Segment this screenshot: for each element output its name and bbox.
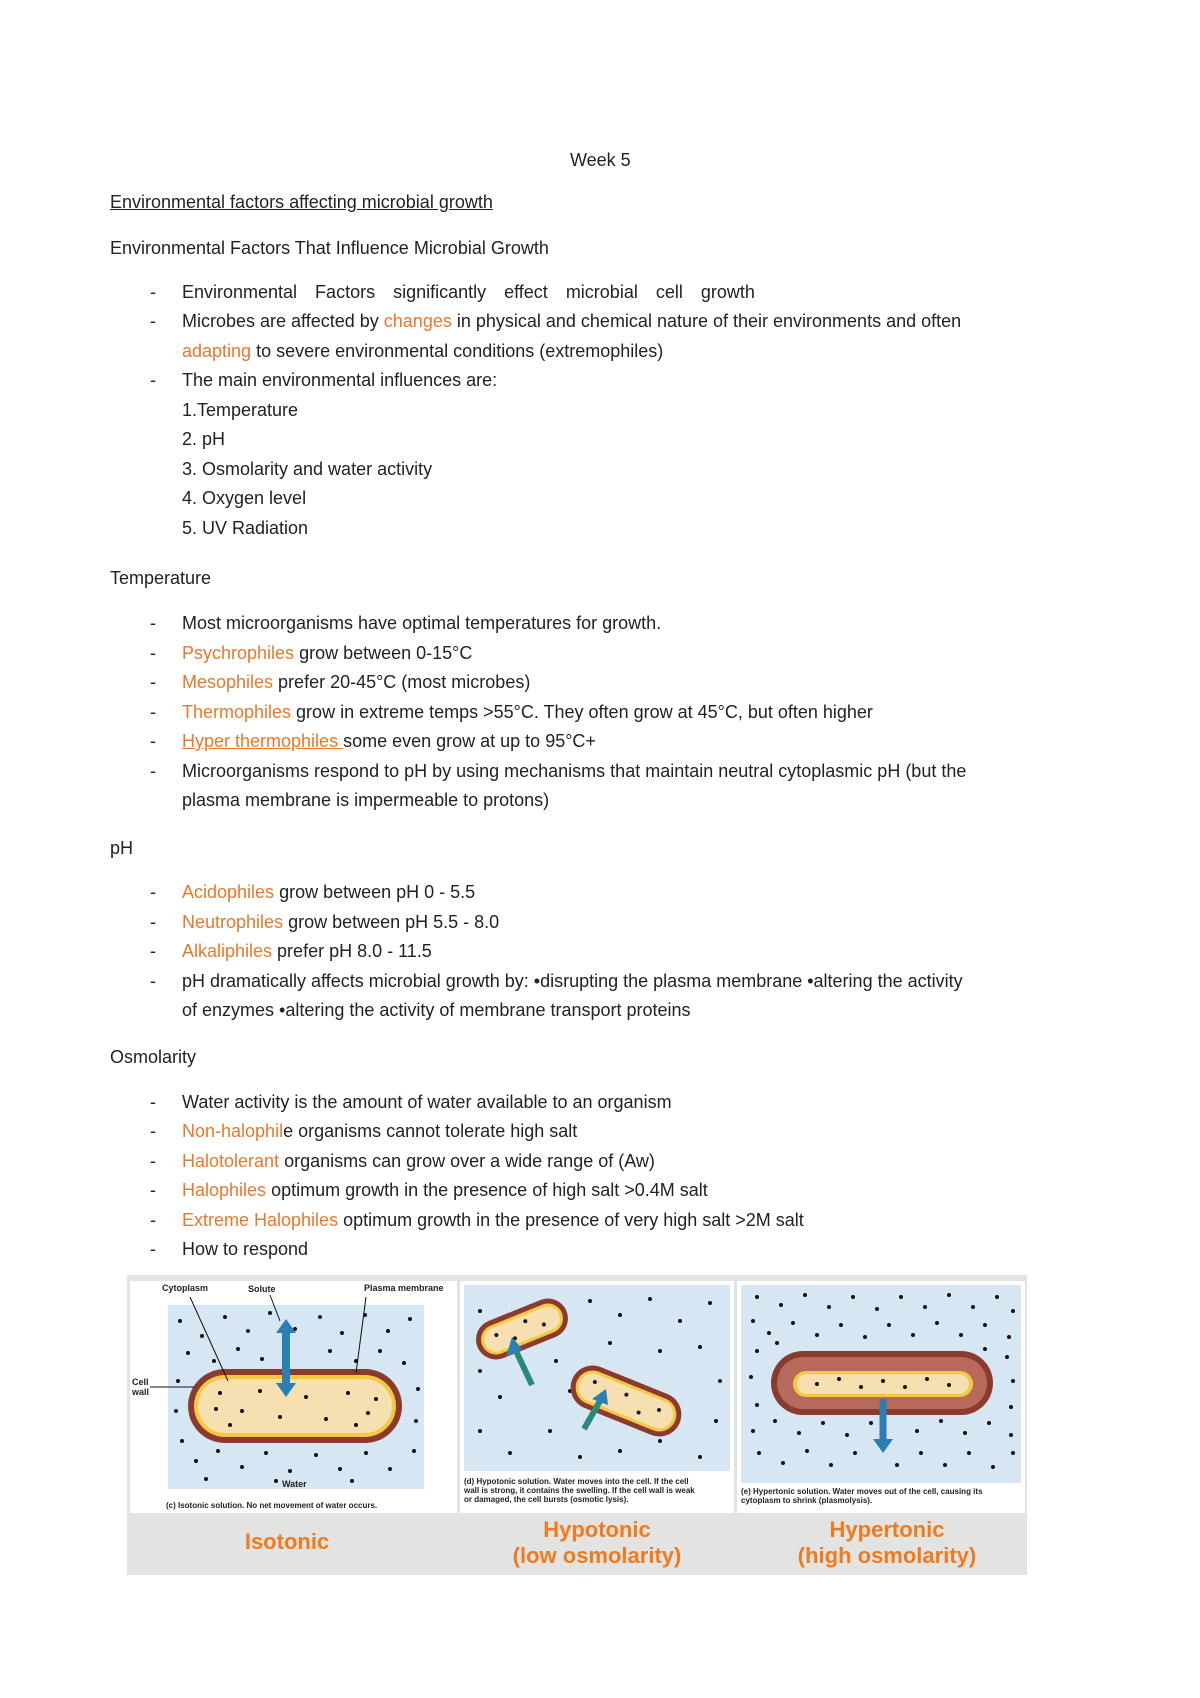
bullet-dash: - (150, 1239, 156, 1259)
label-water: Water (282, 1479, 307, 1489)
osmolarity-heading: Osmolarity (110, 1047, 197, 1067)
influence-item: 4. Oxygen level (182, 488, 307, 508)
highlight-term: adapting (182, 341, 252, 361)
bullet-dash: - (150, 643, 156, 663)
caption-hypertonic-line2: cytoplasm to shrink (plasmolysis). (741, 1496, 873, 1505)
label-solute: Solute (248, 1284, 276, 1294)
intro-bullet-1: Environmental Factors significantly effect microbial cell growth (182, 282, 755, 302)
label-cell-wall: wall (132, 1387, 150, 1397)
highlight-term: Thermophiles (182, 702, 292, 722)
label-cytoplasm: Cytoplasm (162, 1283, 209, 1293)
bullet-dash: - (150, 761, 156, 781)
bullet-dash: - (150, 702, 156, 722)
highlight-term: Mesophiles (182, 672, 274, 692)
bullet-dash: - (150, 1180, 156, 1200)
intro-bullet-2-cont: adapting to severe environmental conditions (extremophiles) (182, 341, 664, 361)
label-cell-wall: Cell (132, 1377, 149, 1387)
highlight-term: Halophiles (182, 1180, 267, 1200)
intro-bullet-3: The main environmental influences are: (182, 370, 498, 390)
highlight-term: Psychrophiles (182, 643, 295, 663)
osmolarity-bullet: Water activity is the amount of water available to an organism (182, 1092, 672, 1112)
temperature-bullet-cont: plasma membrane is impermeable to protons) (182, 790, 550, 810)
temperature-heading: Temperature (110, 568, 212, 588)
temperature-bullet: Psychrophiles grow between 0-15°C (182, 643, 473, 663)
influence-item: 3. Osmolarity and water activity (182, 459, 433, 479)
temperature-bullet: Mesophiles prefer 20-45°C (most microbes) (182, 672, 531, 692)
ph-bullet-cont: of enzymes •altering the activity of membrane transport proteins (182, 1000, 691, 1020)
caption-hypotonic-line3: or damaged, the cell bursts (osmotic lysis). (464, 1495, 629, 1504)
intro-bullet-2: Microbes are affected by changes in physical and chemical nature of their environments and often (182, 311, 962, 331)
bullet-dash: - (150, 1210, 156, 1230)
osmosis-figure (127, 1275, 1027, 1575)
label-high-osmolarity: (high osmolarity) (797, 1543, 977, 1568)
ph-bullet: Acidophiles grow between pH 0 - 5.5 (182, 882, 476, 902)
temperature-bullet: Microorganisms respond to pH by using mechanisms that maintain neutral cytoplasmic pH (but the (182, 761, 967, 781)
bullet-dash: - (150, 882, 156, 902)
temperature-bullet: Hyper thermophiles some even grow at up to 95°C+ (182, 731, 596, 751)
highlight-term: changes (383, 311, 452, 331)
bullet-dash: - (150, 1092, 156, 1112)
section-heading: Environmental factors affecting microbial growth (110, 192, 493, 212)
label-hypertonic: Hypertonic (829, 1517, 945, 1542)
bullet-dash: - (150, 1151, 156, 1171)
label-plasma-membrane: Plasma membrane (364, 1283, 444, 1293)
influence-item: 1.Temperature (182, 400, 299, 420)
hypertonic-panel (737, 1281, 1025, 1513)
bullet-dash: - (150, 370, 156, 390)
highlight-term: Extreme Halophiles (182, 1210, 339, 1230)
subheading: Environmental Factors That Influence Microbial Growth (110, 238, 549, 258)
caption-hypertonic-line1: (e) Hypertonic solution. Water moves out of the cell, causing its (741, 1487, 983, 1496)
caption-isotonic: (c) Isotonic solution. No net movement of water occurs. (166, 1501, 378, 1510)
influence-item: 2. pH (182, 429, 226, 449)
osmolarity-bullet: Halotolerant organisms can grow over a wide range of (Aw) (182, 1151, 655, 1171)
highlight-term: Halotolerant (182, 1151, 280, 1171)
bullet-dash: - (150, 282, 156, 302)
ph-bullet: Neutrophiles grow between pH 5.5 - 8.0 (182, 912, 500, 932)
highlight-term: Neutrophiles (182, 912, 284, 932)
bullet-dash: - (150, 311, 156, 331)
osmolarity-bullet: How to respond (182, 1239, 309, 1259)
temperature-bullet: Most microorganisms have optimal temperatures for growth. (182, 613, 662, 633)
bullet-dash: - (150, 613, 156, 633)
bullet-dash: - (150, 731, 156, 751)
bullet-dash: - (150, 912, 156, 932)
osmolarity-bullet: Halophiles optimum growth in the presence of high salt >0.4M salt (182, 1180, 708, 1200)
influence-item: 5. UV Radiation (182, 518, 309, 538)
osmolarity-bullet: Non-halophile organisms cannot tolerate high salt (182, 1121, 578, 1141)
page-title: Week 5 (570, 150, 631, 170)
bullet-dash: - (150, 1121, 156, 1141)
label-isotonic: Isotonic (244, 1529, 330, 1554)
osmolarity-bullet: Extreme Halophiles optimum growth in the presence of very high salt >2M salt (182, 1210, 804, 1230)
temperature-bullet: Thermophiles grow in extreme temps >55°C. They often grow at 45°C, but often higher (182, 702, 873, 722)
highlight-term: Non-halophil (182, 1121, 284, 1141)
highlight-term: Alkaliphiles (182, 941, 273, 961)
label-hypotonic: Hypotonic (543, 1517, 651, 1542)
ph-bullet: pH dramatically affects microbial growth by: •disrupting the plasma membrane •altering the activity (182, 971, 963, 991)
highlight-term: Hyper thermophiles (182, 731, 344, 751)
highlight-term: Acidophiles (182, 882, 275, 902)
ph-heading: pH (110, 838, 134, 858)
label-low-osmolarity: (low osmolarity) (512, 1543, 682, 1568)
caption-hypotonic-line2: wall is strong, it contains the swelling. If the cell wall is weak (464, 1486, 695, 1495)
bullet-dash: - (150, 672, 156, 692)
caption-hypotonic-line1: (d) Hypotonic solution. Water moves into the cell. If the cell (464, 1477, 689, 1486)
ph-bullet: Alkaliphiles prefer pH 8.0 - 11.5 (182, 941, 432, 961)
isotonic-panel (130, 1281, 457, 1513)
bullet-dash: - (150, 971, 156, 991)
bullet-dash: - (150, 941, 156, 961)
hypertonic-illustration (737, 1281, 1025, 1513)
hypotonic-panel (460, 1281, 734, 1513)
